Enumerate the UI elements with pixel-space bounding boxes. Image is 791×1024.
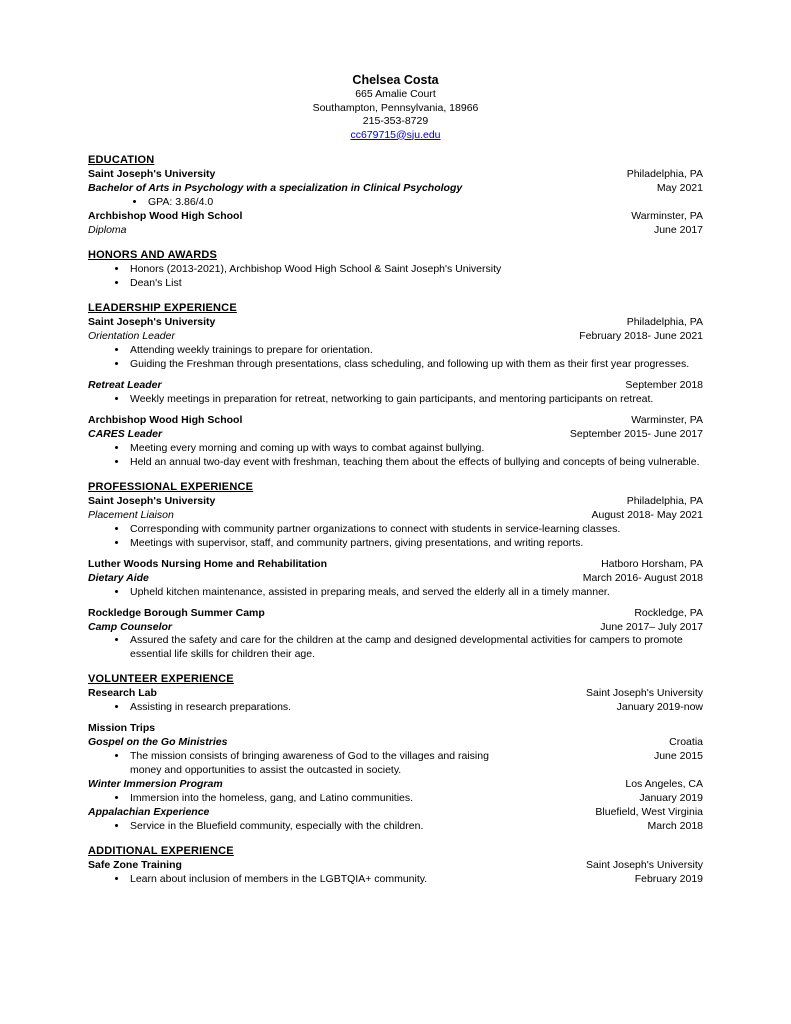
honors-bullets (88, 262, 703, 290)
volunteer-trip-0-date: June 2015 (653, 750, 703, 762)
list-item: • Immersion into the homeless, gang, and Latino communities. (128, 791, 413, 805)
list-item: • Assured the safety and care for the children at the camp and designed developmental activities for campers to promote essential life skills for children their age. (128, 634, 703, 661)
leadership-entry-0-date: February 2018- June 2021 (579, 330, 703, 342)
leadership-entry-2-subheader (88, 427, 703, 441)
leadership-entry-1-subheader (88, 378, 703, 392)
education-entry-1-subheader (88, 223, 703, 237)
volunteer-trip-1-bullets (88, 791, 413, 805)
section-title-additional: ADDITIONAL EXPERIENCE (88, 845, 234, 857)
volunteer-trip-2-body (88, 819, 703, 833)
list-item: • Guiding the Freshman through presentations, class scheduling, and following up with them as their first year progresses. (128, 357, 703, 371)
section-volunteer (88, 673, 703, 833)
list-item: • Assisting in research preparations. (128, 700, 703, 714)
professional-entry-1-header (88, 557, 703, 571)
email-link[interactable]: cc679715@sju.edu (350, 128, 441, 141)
professional-entry-1-org: Luther Woods Nursing Home and Rehabilitation (88, 558, 327, 570)
volunteer-trip-1-date: January 2019 (639, 792, 703, 804)
professional-entry-0-location: Philadelphia, PA (626, 495, 703, 507)
education-entry-1-role: Diploma (88, 224, 127, 236)
professional-entry-1-subheader (88, 571, 703, 585)
section-title-education: EDUCATION (88, 154, 155, 166)
professional-entry-2-header (88, 606, 703, 620)
leadership-entry-1-bullets (88, 392, 703, 406)
list-item: • Corresponding with community partner organizations to connect with students in service-learning classes. (128, 522, 703, 536)
professional-entry-0-bullets (88, 522, 703, 550)
city-state-zip: Southampton, Pennsylvania, 18966 (312, 101, 479, 114)
professional-entry-1-role: Dietary Aide (88, 572, 149, 584)
volunteer-trip-2-location: Bluefield, West Virginia (595, 806, 703, 818)
list-item: • The mission consists of bringing awareness of God to the villages and raising money and opportunities to assist the outcasted in society. (128, 750, 518, 777)
resume-header (88, 72, 703, 142)
volunteer-trip-2-bullets (88, 819, 423, 833)
list-item: • Meetings with supervisor, staff, and community partners, giving presentations, and writing reports. (128, 536, 703, 550)
volunteer-research-location: Saint Joseph's University (586, 687, 703, 699)
professional-entry-2-bullets (88, 634, 703, 661)
list-item: • Upheld kitchen maintenance, assisted in preparing meals, and served the elderly all in a timely manner. (128, 585, 703, 599)
volunteer-trip-2-header (88, 805, 703, 819)
education-entry-0-bullets (88, 195, 703, 209)
volunteer-trip-0-header (88, 735, 703, 749)
volunteer-trip-1-role: Winter Immersion Program (88, 778, 223, 790)
leadership-entry-0-header (88, 315, 703, 329)
leadership-entry-1-date: September 2018 (625, 379, 703, 391)
section-additional (88, 845, 703, 886)
leadership-entry-2-bullets (88, 441, 703, 469)
leadership-entry-2-location: Warminster, PA (631, 414, 703, 426)
additional-entry-body (88, 872, 703, 886)
professional-entry-2-subheader (88, 620, 703, 634)
section-title-professional: PROFESSIONAL EXPERIENCE (88, 481, 254, 493)
section-title-honors: HONORS AND AWARDS (88, 249, 218, 261)
professional-entry-1-bullets (88, 585, 703, 599)
list-item: • Meeting every morning and coming up with ways to combat against bullying. (128, 441, 703, 455)
additional-entry-bullets (88, 872, 427, 886)
address-line: 665 Amalie Court (355, 88, 436, 100)
professional-entry-0-subheader (88, 508, 703, 522)
professional-entry-1-location: Hatboro Horsham, PA (601, 558, 703, 570)
list-item: • Weekly meetings in preparation for retreat, networking to gain participants, and mentoring participants on retreat. (128, 392, 703, 406)
volunteer-trip-0-bullets (88, 750, 518, 777)
professional-entry-0-org: Saint Joseph's University (88, 495, 216, 507)
professional-entry-2-date: June 2017– July 2017 (600, 621, 703, 633)
list-item: • Attending weekly trainings to prepare for orientation. (128, 343, 703, 357)
section-honors (88, 249, 703, 290)
volunteer-trip-0-body (88, 749, 703, 777)
list-item: • Held an annual two-day event with freshman, teaching them about the effects of bullying and concepts of being vulnerable. (128, 455, 703, 469)
education-entry-0-org: Saint Joseph's University (88, 168, 216, 180)
education-entry-1-org: Archbishop Wood High School (88, 210, 243, 222)
professional-entry-2-role: Camp Counselor (88, 621, 173, 633)
education-entry-1-date: June 2017 (653, 224, 703, 236)
additional-entry-location: Saint Joseph's University (586, 859, 703, 871)
volunteer-research-spacer (88, 700, 91, 714)
mission-trips-label: Mission Trips (88, 722, 156, 734)
phone-number: 215-353-8729 (362, 115, 429, 127)
leadership-entry-0-location: Philadelphia, PA (626, 316, 703, 328)
leadership-entry-2-date: September 2015- June 2017 (569, 428, 703, 440)
leadership-entry-1-role: Retreat Leader (88, 379, 162, 391)
volunteer-research-org: Research Lab (88, 687, 157, 699)
leadership-entry-2-header (88, 413, 703, 427)
professional-entry-0-header (88, 494, 703, 508)
leadership-entry-0-org: Saint Joseph's University (88, 316, 216, 328)
volunteer-trip-2-role: Appalachian Experience (88, 806, 210, 818)
volunteer-trip-0-location: Croatia (669, 736, 703, 748)
professional-entry-2-org: Rockledge Borough Summer Camp (88, 607, 265, 619)
education-entry-1-location: Warminster, PA (631, 210, 703, 222)
professional-entry-0-role: Placement Liaison (88, 509, 174, 521)
education-entry-0-location: Philadelphia, PA (626, 168, 703, 180)
list-item: • GPA: 3.86/4.0 (146, 195, 703, 209)
list-item: • Dean's List (128, 276, 703, 290)
additional-entry-header (88, 858, 703, 872)
list-item: • Learn about inclusion of members in the LGBTQIA+ community. (128, 872, 427, 886)
list-item: • Service in the Bluefield community, especially with the children. (128, 819, 423, 833)
volunteer-trip-2-date: March 2018 (647, 820, 703, 832)
education-entry-0-header (88, 167, 703, 181)
volunteer-trip-1-header (88, 777, 703, 791)
volunteer-trip-1-location: Los Angeles, CA (625, 778, 703, 790)
section-leadership (88, 302, 703, 469)
candidate-name: Chelsea Costa (352, 73, 439, 87)
leadership-entry-0-bullets (88, 343, 703, 371)
professional-entry-0-date: August 2018- May 2021 (591, 509, 703, 521)
additional-entry-org: Safe Zone Training (88, 859, 182, 871)
professional-entry-2-location: Rockledge, PA (634, 607, 703, 619)
leadership-entry-2-role: CARES Leader (88, 428, 163, 440)
leadership-entry-2-org: Archbishop Wood High School (88, 414, 243, 426)
education-entry-0-subheader (88, 181, 703, 195)
volunteer-research-header (88, 686, 703, 700)
education-entry-0-role: Bachelor of Arts in Psychology with a specialization in Clinical Psychology (88, 182, 463, 194)
volunteer-trip-1-body (88, 791, 703, 805)
section-title-volunteer: VOLUNTEER EXPERIENCE (88, 673, 234, 685)
section-education (88, 154, 703, 237)
list-item: • Honors (2013-2021), Archbishop Wood High School & Saint Joseph's University (128, 262, 703, 276)
section-professional (88, 481, 703, 661)
volunteer-trip-0-role: Gospel on the Go Ministries (88, 736, 228, 748)
section-title-leadership: LEADERSHIP EXPERIENCE (88, 302, 237, 314)
volunteer-research-date: January 2019-now (616, 701, 703, 713)
professional-entry-1-date: March 2016- August 2018 (582, 572, 703, 584)
education-entry-1-header (88, 209, 703, 223)
leadership-entry-0-subheader (88, 329, 703, 343)
additional-entry-date: February 2019 (634, 873, 703, 885)
leadership-entry-0-role: Orientation Leader (88, 330, 175, 342)
education-entry-0-date: May 2021 (656, 182, 703, 194)
